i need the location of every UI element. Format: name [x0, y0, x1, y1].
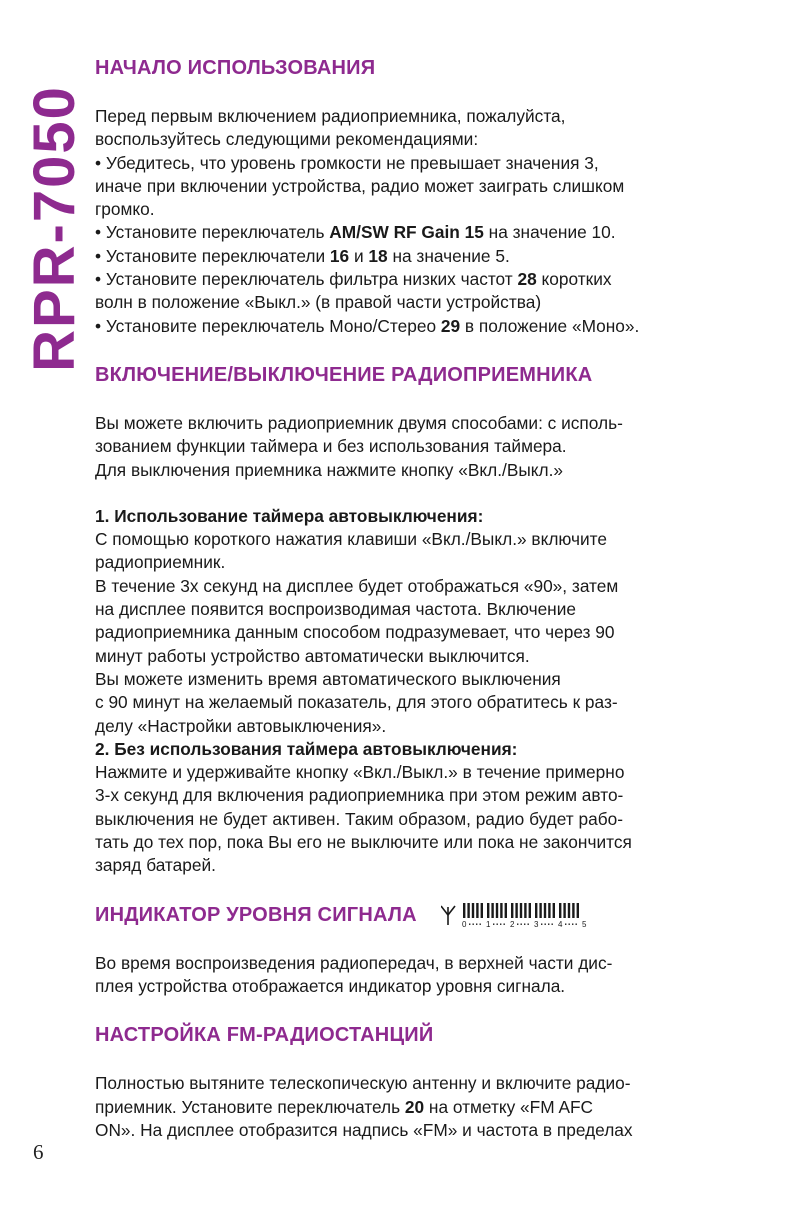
signal-bar	[520, 903, 522, 918]
page-number: 6	[33, 1140, 44, 1164]
signal-bar	[467, 903, 469, 918]
signal-scale-dot	[469, 923, 470, 924]
paragraph: Во время воспроизведения радиопередач, в верхней части дис- плея устройства отображается индикатор уровня сигнала.	[95, 952, 613, 996]
signal-scale-dot	[548, 923, 549, 924]
heading-signal: ИНДИКАТОР УРОВНЯ СИГНАЛА	[95, 903, 417, 926]
signal-scale-dot	[568, 923, 569, 924]
signal-scale-label: 2	[509, 919, 515, 929]
signal-scale-dot	[479, 923, 480, 924]
signal-bar	[544, 903, 546, 918]
bullet-rf-gain: • Установите переключатель AM/SW RF Gain 15 на значение 10.	[95, 222, 616, 243]
signal-bar	[511, 903, 513, 918]
paragraph: С помощью короткого нажатия клавиши «Вкл./Выкл.» включите радиоприемник. В течение 3х секунд на дисплее будет отображаться «90», затем на дисплее появится воспроизводимая частота. Включение радиоприемника данным способом подразумевает, что через 90 минут работы устройство автоматически выключится. Вы можете изменить время автоматического выключения с 90 минут на желаемый показатель, для этого обратитесь к раз- делу «Настройки автовыключения».	[95, 529, 619, 736]
signal-scale-dot	[493, 923, 494, 924]
signal-scale-dot	[541, 923, 542, 924]
page-content	[95, 54, 755, 1142]
bullet-volume: • Убедитесь, что уровень громкости не превышает значения 3, иначе при включении устройства, радио может заиграть слишком громко.	[95, 152, 625, 220]
brand-text: RPR-7050	[21, 84, 87, 372]
signal-bar	[487, 903, 489, 918]
signal-scale-label: 5	[581, 919, 587, 929]
heading-getting-started: НАЧАЛО ИСПОЛЬЗОВАНИЯ	[95, 57, 376, 79]
signal-meter-icon	[441, 901, 591, 929]
signal-scale-dot	[544, 923, 545, 924]
signal-scale-dot	[524, 923, 525, 924]
signal-bar	[539, 903, 541, 918]
signal-scale-dot	[575, 923, 576, 924]
signal-bar	[476, 903, 478, 918]
subheading-no-timer: 2. Без использования таймера автовыключения:	[95, 738, 518, 759]
brand-vertical-label	[21, 84, 87, 372]
signal-bar	[480, 903, 482, 918]
heading-power: ВКЛЮЧЕНИЕ/ВЫКЛЮЧЕНИЕ РАДИОПРИЕМНИКА	[95, 363, 593, 386]
signal-scale-dot	[472, 923, 473, 924]
signal-bar	[524, 903, 526, 918]
signal-bar	[463, 903, 465, 918]
signal-bar	[472, 903, 474, 918]
paragraph: Нажмите и удерживайте кнопку «Вкл./Выкл.» в течение примерно 3-х секунд для включения радиоприемника при этом режим авто- выключения не будет активен. Таким образом, радио будет рабо- тать до тех пор, пока Вы его не выключите или пока не закончится заряд батарей.	[95, 762, 632, 876]
signal-scale-dot	[476, 923, 477, 924]
paragraph: Перед первым включением радиоприемника, пожалуйста, воспользуйтесь следующими рекомендациями:	[95, 106, 566, 150]
signal-scale-dot	[496, 923, 497, 924]
subheading-timer: 1. Использование таймера автовыключения:	[95, 505, 484, 526]
signal-scale-dot	[572, 923, 573, 924]
signal-scale-dot	[500, 923, 501, 924]
signal-scale-dot	[517, 923, 518, 924]
bullet-switches: • Установите переключатели 16 и 18 на значение 5.	[95, 245, 510, 266]
signal-scale-dot	[503, 923, 504, 924]
signal-scale-dot	[527, 923, 528, 924]
signal-bar	[504, 903, 506, 918]
paragraph: Вы можете включить радиоприемник двумя способами: с исполь- зованием функции таймера и без использования таймера. Для выключения приемника нажмите кнопку «Вкл./Выкл.»	[95, 412, 623, 480]
bullet-mono-stereo: • Установите переключатель Моно/Стерео 29 в положение «Моно».	[95, 315, 640, 336]
signal-bar	[496, 903, 498, 918]
signal-scale-label: 4	[557, 919, 563, 929]
signal-scale-dot	[520, 923, 521, 924]
signal-scale-dot	[551, 923, 552, 924]
signal-bar	[528, 903, 530, 918]
signal-bar	[572, 903, 574, 918]
signal-scale-dot	[565, 923, 566, 924]
signal-bar	[535, 903, 537, 918]
signal-scale-label: 1	[485, 919, 491, 929]
signal-bar	[515, 903, 517, 918]
signal-bar	[563, 903, 565, 918]
heading-fm: НАСТРОЙКА FM-РАДИОСТАНЦИЙ	[95, 1024, 434, 1047]
antenna-icon	[441, 906, 455, 925]
signal-bar	[559, 903, 561, 918]
signal-bar	[568, 903, 570, 918]
signal-bar	[576, 903, 578, 918]
signal-bar	[491, 903, 493, 918]
signal-bar	[548, 903, 550, 918]
signal-bar	[552, 903, 554, 918]
paragraph: Полностью вытяните телескопическую антенну и включите радио- приемник. Установите переключатель 20 на отметку «FM AFC ON». На дисплее отобразится надпись «FM» и частота в пределах	[95, 1073, 633, 1140]
signal-scale-label: 3	[533, 919, 539, 929]
signal-bar	[500, 903, 502, 918]
bullet-filter: • Установите переключатель фильтра низких частот 28 коротких волн в положение «Выкл.» (в правой части устройства)	[95, 269, 612, 313]
signal-scale-label: 0	[461, 919, 467, 929]
